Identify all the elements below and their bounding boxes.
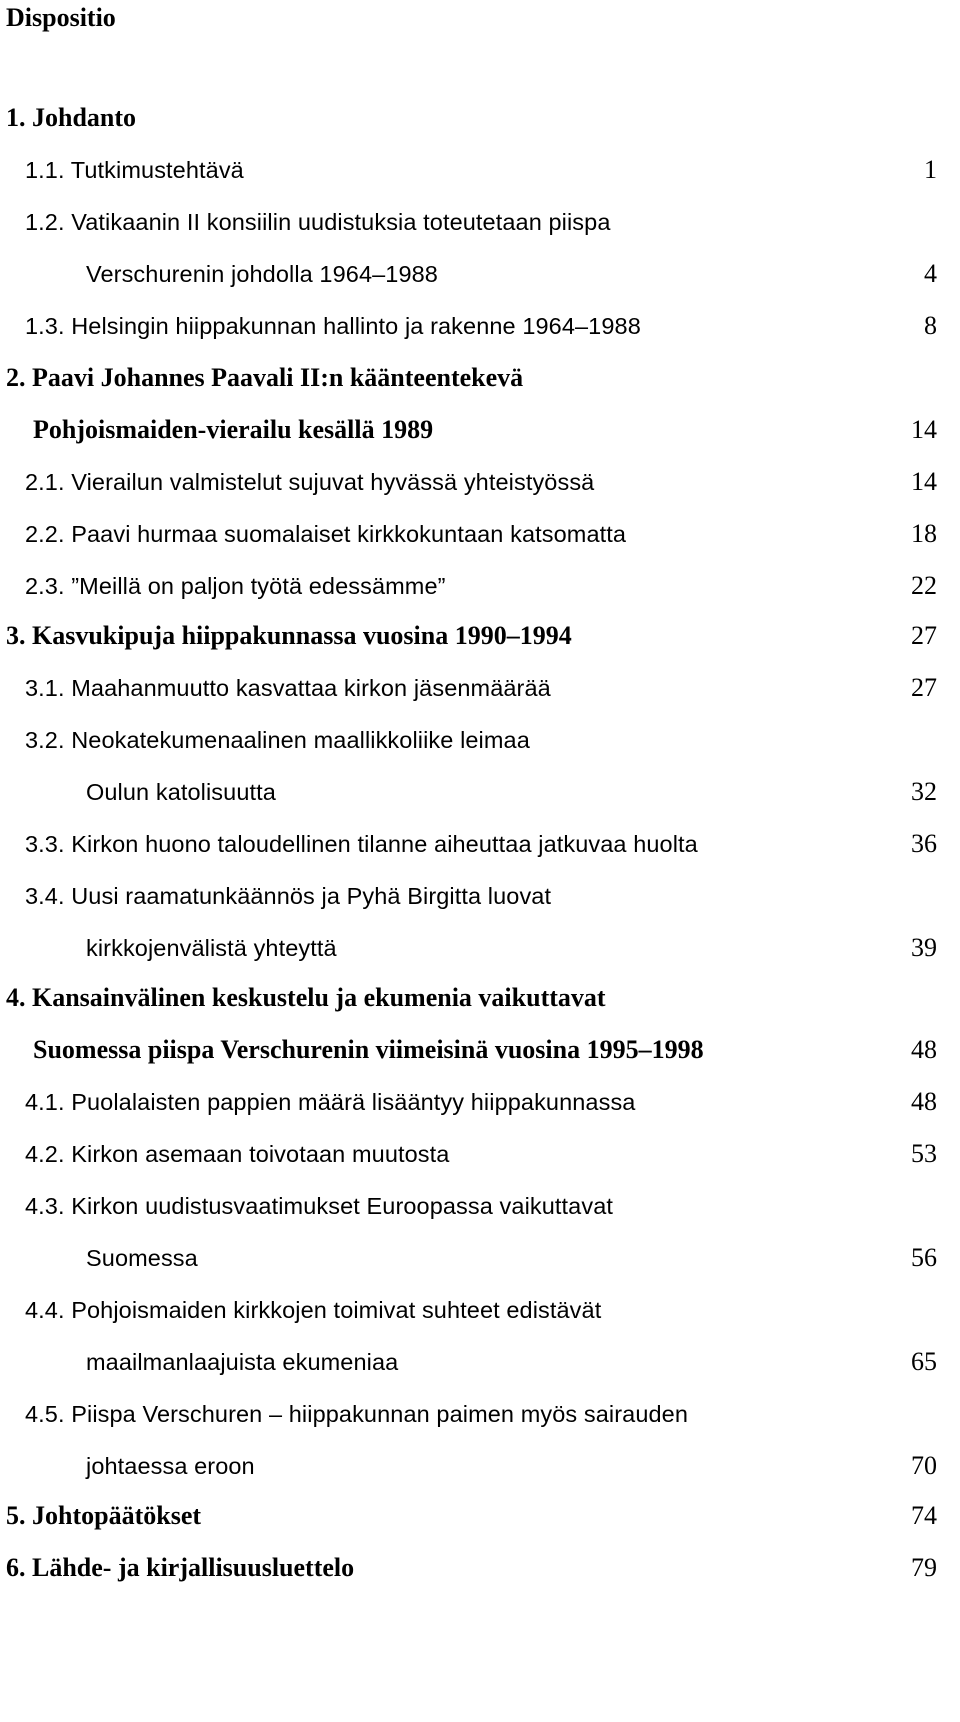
toc-item-1-3: 1.3. Helsingin hiippakunnan hallinto ja rakenne 1964–1988 — [25, 313, 641, 339]
toc-item-2-1: 2.1. Vierailun valmistelut sujuvat hyvässä yhteistyössä — [25, 469, 595, 495]
toc-item-3-1: 3.1. Maahanmuutto kasvattaa kirkon jäsenmäärää — [25, 675, 551, 701]
toc-page-4-3: 56 — [911, 1243, 937, 1272]
toc-page-3: 27 — [911, 621, 937, 650]
toc-heading-6: 6. Lähde- ja kirjallisuusluettelo — [6, 1553, 355, 1582]
toc-page-5: 74 — [911, 1501, 937, 1530]
toc-heading-4-cont: Suomessa piispa Verschurenin viimeisinä vuosina 1995–1998 — [33, 1035, 704, 1064]
toc-page-4-4: 65 — [911, 1347, 937, 1376]
toc-item-3-4: 3.4. Uusi raamatunkäännös ja Pyhä Birgitta luovat — [25, 883, 552, 909]
toc-item-4-1: 4.1. Puolalaisten pappien määrä lisääntyy hiippakunnassa — [25, 1089, 636, 1115]
toc-item-4-5-cont: johtaessa eroon — [86, 1453, 255, 1479]
toc-page-2-3: 22 — [911, 571, 937, 600]
toc-page-4-1: 48 — [911, 1087, 937, 1116]
toc-item-3-3: 3.3. Kirkon huono taloudellinen tilanne aiheuttaa jatkuvaa huolta — [25, 831, 698, 857]
toc-item-4-3-cont: Suomessa — [86, 1245, 198, 1271]
toc-item-3-2: 3.2. Neokatekumenaalinen maallikkoliike leimaa — [25, 727, 530, 753]
toc-item-1-1: 1.1. Tutkimustehtävä — [25, 157, 244, 183]
toc-page-3-3: 36 — [911, 829, 937, 858]
toc-item-2-3: 2.3. ”Meillä on paljon työtä edessämme” — [25, 573, 446, 599]
toc-item-4-3: 4.3. Kirkon uudistusvaatimukset Euroopassa vaikuttavat — [25, 1193, 613, 1219]
toc-page-1-3: 8 — [924, 311, 937, 340]
toc-item-1-2-cont: Verschurenin johdolla 1964–1988 — [86, 261, 438, 287]
toc-item-2-2: 2.2. Paavi hurmaa suomalaiset kirkkokuntaan katsomatta — [25, 521, 627, 547]
toc-heading-3: 3. Kasvukipuja hiippakunnassa vuosina 1990–1994 — [6, 621, 572, 650]
toc-page-4: 48 — [911, 1035, 937, 1064]
toc-page-3-1: 27 — [911, 673, 937, 702]
toc-page-1-2: 4 — [924, 259, 937, 288]
toc-heading-5: 5. Johtopäätökset — [6, 1501, 202, 1530]
toc-page-4-5: 70 — [911, 1451, 937, 1480]
toc-page-2: 14 — [911, 415, 937, 444]
page-title: Dispositio — [6, 3, 116, 32]
toc-page-6: 79 — [911, 1553, 937, 1582]
toc-heading-4: 4. Kansainvälinen keskustelu ja ekumenia vaikuttavat — [6, 983, 606, 1012]
toc-item-4-4-cont: maailmanlaajuista ekumeniaa — [86, 1349, 399, 1375]
toc-page-3-4: 39 — [911, 933, 937, 962]
toc-item-4-4: 4.4. Pohjoismaiden kirkkojen toimivat suhteet edistävät — [25, 1297, 602, 1323]
toc-item-3-4-cont: kirkkojenvälistä yhteyttä — [86, 935, 337, 961]
toc-heading-2-cont: Pohjoismaiden-vierailu kesällä 1989 — [33, 415, 434, 444]
toc-page-4-2: 53 — [911, 1139, 937, 1168]
toc-page-3-2: 32 — [911, 777, 937, 806]
toc-item-4-5: 4.5. Piispa Verschuren – hiippakunnan paimen myös sairauden — [25, 1401, 689, 1427]
toc-page-2-2: 18 — [911, 519, 937, 548]
toc-item-4-2: 4.2. Kirkon asemaan toivotaan muutosta — [25, 1141, 450, 1167]
toc-page-1-1: 1 — [924, 155, 937, 184]
toc-heading-2: 2. Paavi Johannes Paavali II:n käänteentekevä — [6, 363, 524, 392]
toc-item-1-2: 1.2. Vatikaanin II konsiilin uudistuksia toteutetaan piispa — [25, 209, 611, 235]
toc-page-2-1: 14 — [911, 467, 937, 496]
toc-heading-1: 1. Johdanto — [6, 103, 137, 132]
toc-item-3-2-cont: Oulun katolisuutta — [86, 779, 276, 805]
